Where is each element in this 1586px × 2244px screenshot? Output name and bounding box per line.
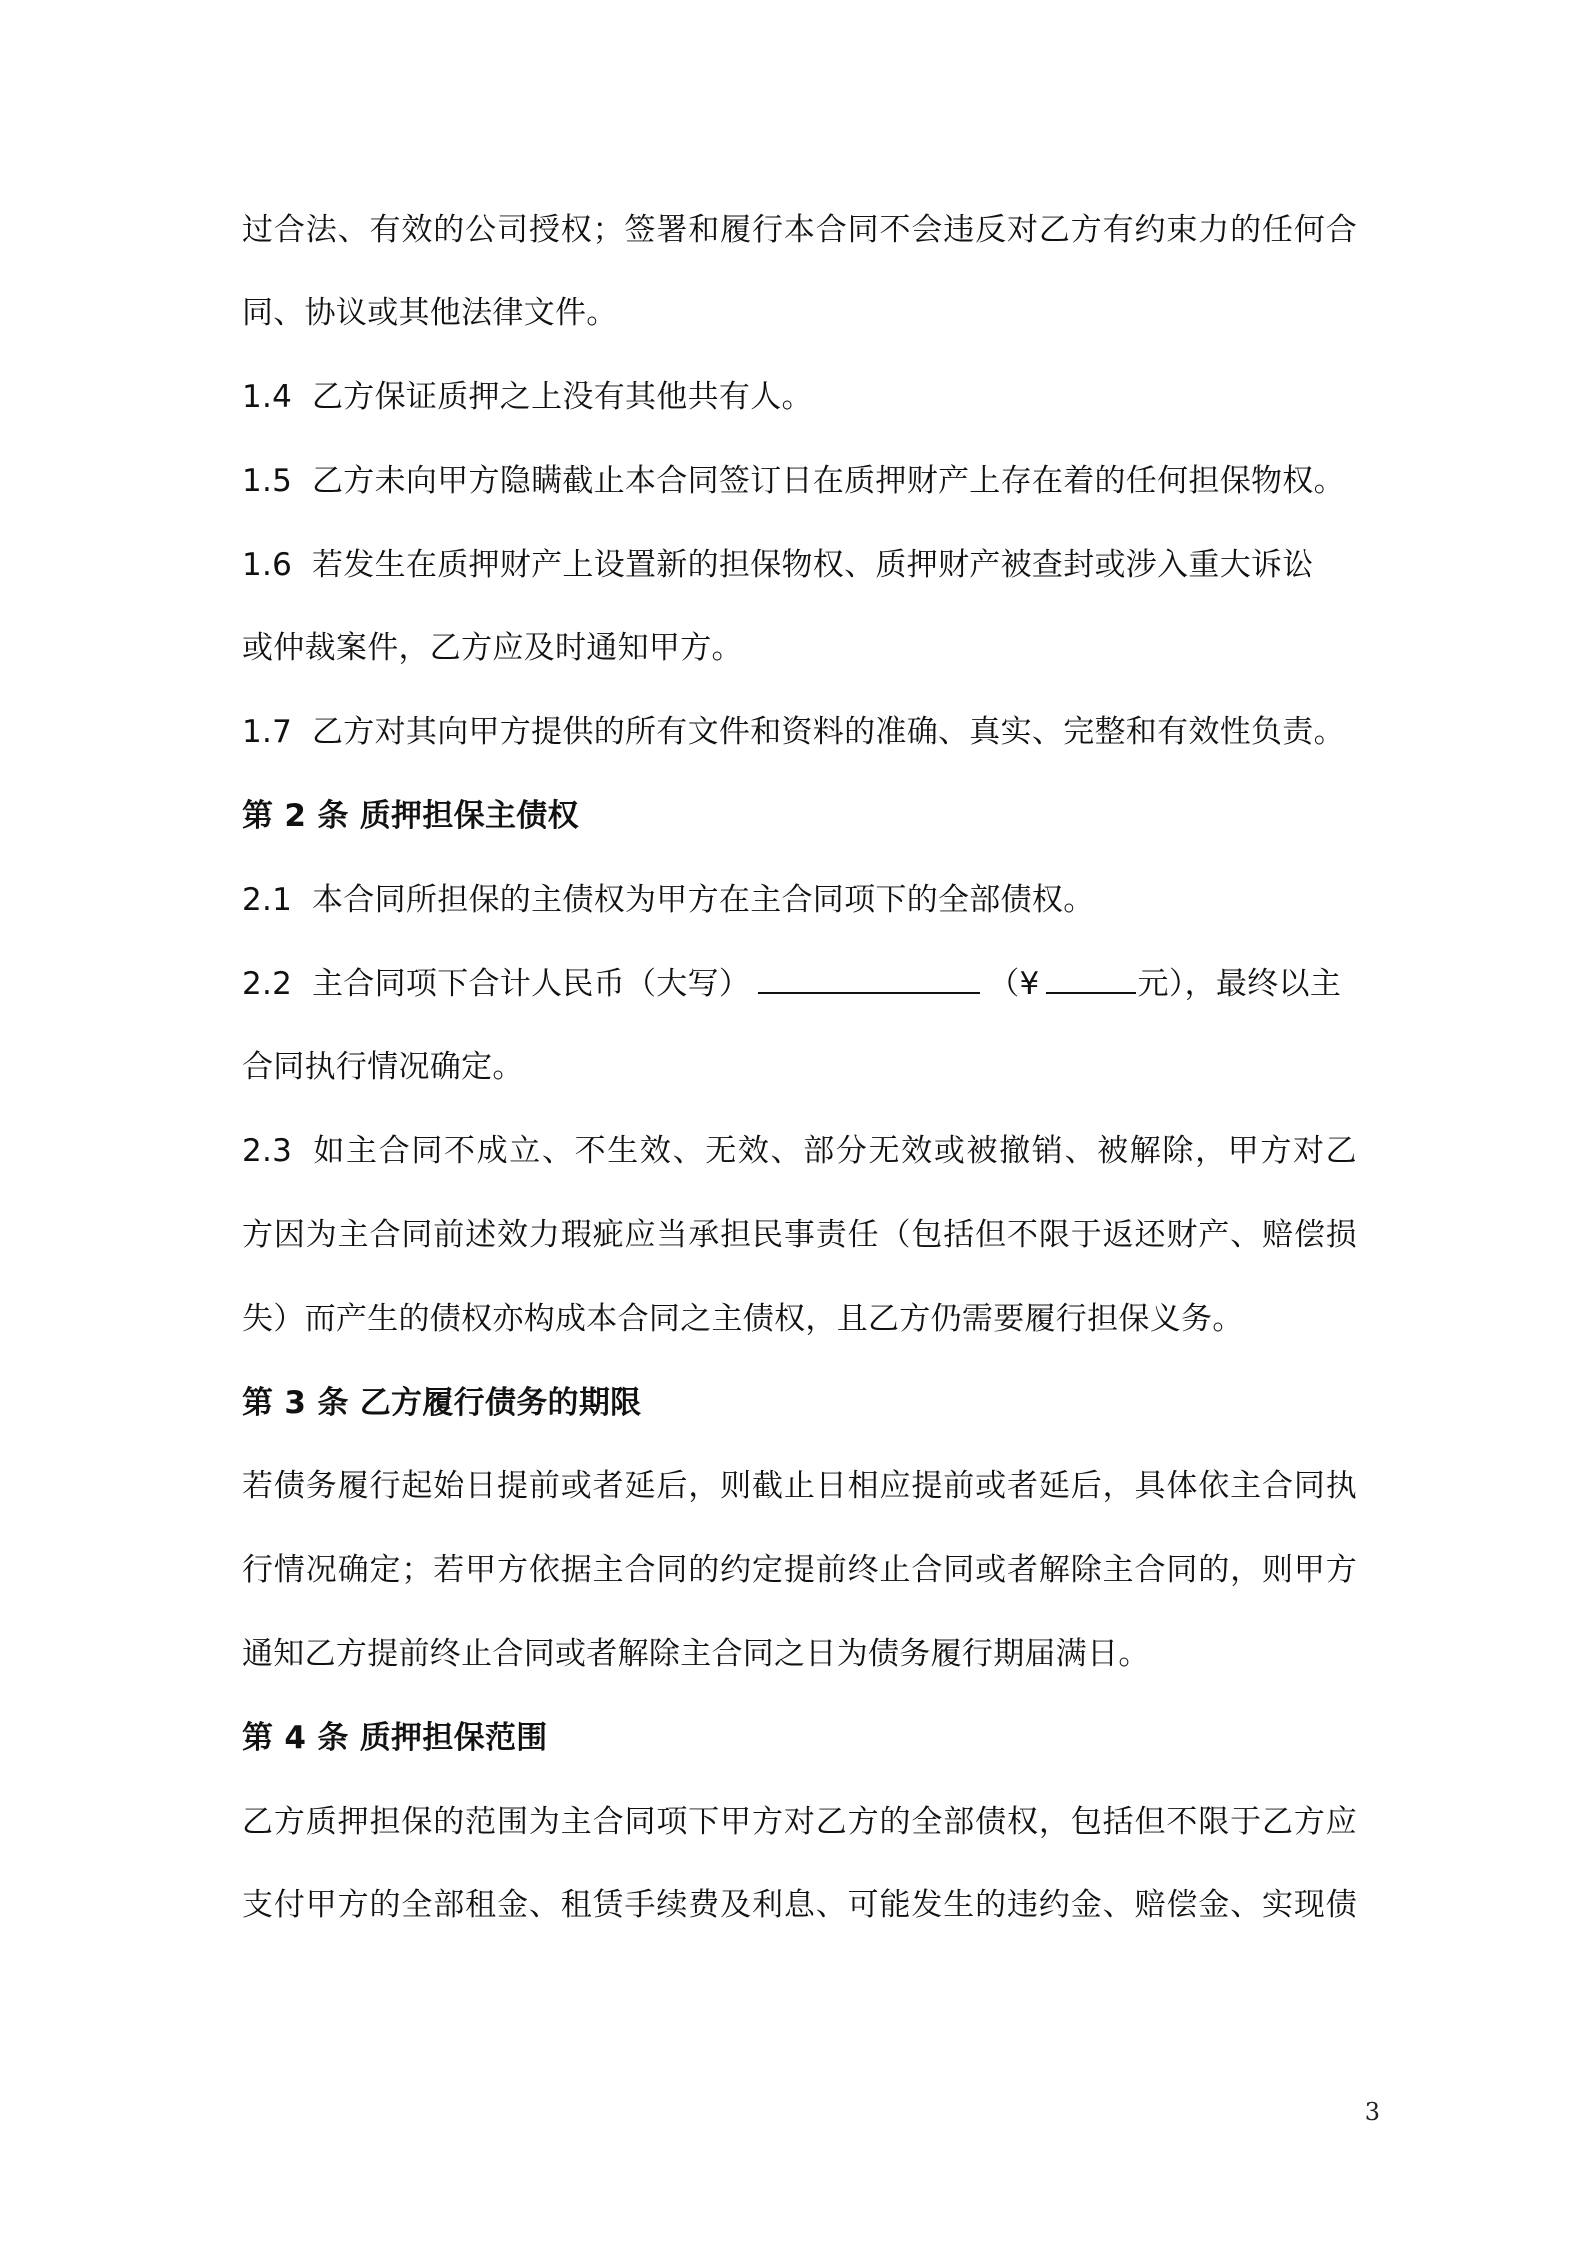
clause-number: 2.1 [242, 882, 293, 918]
article-2-heading: 第 2 条 质押担保主债权 [242, 798, 579, 834]
clause-1-7: 1.7 乙方对其向甲方提供的所有文件和资料的准确、真实、完整和有效性负责。 [242, 706, 1357, 758]
paragraph-line: 或仲裁案件，乙方应及时通知甲方。 [242, 630, 743, 666]
clause-2-3: 2.3 如主合同不成立、不生效、无效、部分无效或被撤销、被解除，甲方对乙 [242, 1125, 1357, 1177]
clause-2-2: 2.2 主合同项下合计人民币（大写） （¥ 元），最终以主 [242, 958, 1357, 1010]
clause-number: 2.2 [242, 966, 293, 1002]
clause-number: 1.5 [242, 463, 293, 499]
paragraph-line: 若债务履行起始日提前或者延后，则截止日相应提前或者延后，具体依主合同执 [242, 1468, 1357, 1504]
paragraph-line: 同、协议或其他法律文件。 [242, 295, 618, 331]
amount-in-words-blank [758, 958, 980, 994]
clause-number: 2.3 [242, 1133, 293, 1169]
clause-number: 1.4 [242, 379, 293, 415]
clause-number: 1.6 [242, 547, 293, 583]
paragraph-line: 通知乙方提前终止合同或者解除主合同之日为债务履行期届满日。 [242, 1636, 1150, 1672]
clause-number: 1.7 [242, 714, 293, 750]
clause-1-5: 1.5 乙方未向甲方隐瞒截止本合同签订日在质押财产上存在着的任何担保物权。 [242, 455, 1357, 507]
clause-1-4: 1.4 乙方保证质押之上没有其他共有人。 [242, 371, 1357, 423]
page-number: 3 [1364, 2098, 1380, 2126]
article-4-heading: 第 4 条 质押担保范围 [242, 1720, 548, 1756]
paragraph-line: 合同执行情况确定。 [242, 1049, 524, 1085]
amount-in-figures-blank [1046, 958, 1136, 994]
paragraph-line: 支付甲方的全部租金、租赁手续费及利息、可能发生的违约金、赔偿金、实现债 [242, 1887, 1357, 1923]
paragraph-line: 行情况确定；若甲方依据主合同的约定提前终止合同或者解除主合同的，则甲方 [242, 1552, 1357, 1588]
clause-2-1: 2.1 本合同所担保的主债权为甲方在主合同项下的全部债权。 [242, 874, 1357, 926]
paragraph-line: 过合法、有效的公司授权；签署和履行本合同不会违反对乙方有约束力的任何合 [242, 212, 1357, 248]
paragraph-line: 方因为主合同前述效力瑕疵应当承担民事责任（包括但不限于返还财产、赔偿损 [242, 1217, 1357, 1253]
paragraph-line: 乙方质押担保的范围为主合同项下甲方对乙方的全部债权，包括但不限于乙方应 [242, 1804, 1357, 1840]
paragraph-line: 失）而产生的债权亦构成本合同之主债权，且乙方仍需要履行担保义务。 [242, 1301, 1244, 1337]
article-3-heading: 第 3 条 乙方履行债务的期限 [242, 1385, 642, 1421]
clause-1-6: 1.6 若发生在质押财产上设置新的担保物权、质押财产被查封或涉入重大诉讼 [242, 539, 1357, 591]
